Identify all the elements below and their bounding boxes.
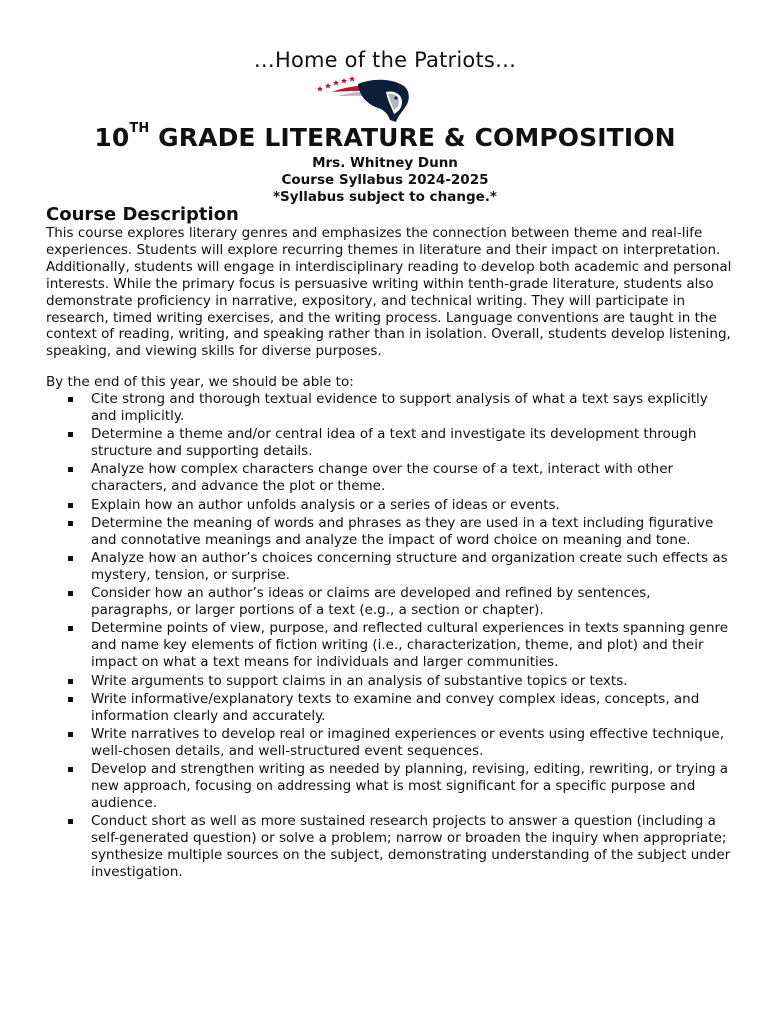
- goal-text: Determine points of view, purpose, and reflected cultural experiences in texts spanning genre and name key elements of fiction writing (i.e., characterization, theme, and plot) and their impact on what a text means for individuals and larger communities.: [91, 620, 729, 671]
- bullet-icon: [68, 521, 73, 526]
- goal-text: Cite strong and thorough textual evidence to support analysis of what a text says explicitly and implicitly.: [91, 391, 708, 424]
- bullet-icon: [68, 679, 73, 684]
- list-item: [46, 550, 736, 584]
- list-item: [46, 461, 736, 495]
- patriots-logo-icon: [314, 72, 414, 124]
- bullet-icon: [68, 556, 73, 561]
- bullet-icon: [68, 397, 73, 402]
- goals-list: [46, 391, 736, 882]
- school-tagline: …Home of the Patriots…: [253, 48, 517, 72]
- bullet-icon: [68, 732, 73, 737]
- list-item: [46, 620, 736, 671]
- bullet-icon: [68, 467, 73, 472]
- list-item: [46, 585, 736, 619]
- list-item: [46, 497, 736, 514]
- goals-intro: By the end of this year, we should be able to:: [46, 374, 354, 390]
- list-item: [46, 813, 736, 881]
- bullet-icon: [68, 432, 73, 437]
- bullet-icon: [68, 819, 73, 824]
- course-description-text: This course explores literary genres and emphasizes the connection between theme and real-life experiences. Students will explore recurring themes in literature and their impact on interpretation. Additionally, students will engage in interdisciplinary reading to develop both academic and personal interests. While the primary focus is persuasive writing within tenth-grade literature, students also demonstrate proficiency in narrative, expository, and technical writing. They will participate in research, timed writing exercises, and the writing process. Language conventions are taught in the context of reading, writing, and speaking rather than in isolation. Overall, students develop listening, speaking, and viewing skills for diverse purposes.: [46, 225, 732, 360]
- goal-text: Determine a theme and/or central idea of a text and investigate its development through structure and supporting details.: [91, 426, 697, 460]
- syllabus-year: Course Syllabus 2024-2025: [281, 172, 489, 188]
- goal-text: Write arguments to support claims in an analysis of substantive topics or texts.: [91, 672, 628, 689]
- title-text: GRADE LITERATURE & COMPOSITION: [149, 123, 676, 152]
- goal-text: Analyze how complex characters change over the course of a text, interact with other characters, and advance the plot or theme.: [91, 461, 674, 495]
- goal-text: Develop and strengthen writing as needed by planning, revising, editing, rewriting, or trying a new approach, focusing on addressing what is most significant for a specific purpose and audience.: [91, 761, 729, 812]
- goal-text: Analyze how an author’s choices concerning structure and organization create such effects as mystery, tension, or surprise.: [91, 549, 728, 583]
- goal-text: Determine the meaning of words and phrases as they are used in a text including figurative and connotative meanings and analyze the impact of word choice on meaning and tone.: [91, 514, 714, 548]
- title-number: 10: [94, 123, 130, 152]
- goal-text: Conduct short as well as more sustained research projects to answer a question (including a self-generated question) or solve a problem; narrow or broaden the inquiry when appropriate; synthesize multiple sources on the subject, demonstrating understanding of the subject under investigation.: [91, 813, 731, 881]
- course-title: [0, 123, 770, 152]
- list-item: [46, 673, 736, 690]
- list-item: [46, 761, 736, 812]
- goal-text: Write informative/explanatory texts to examine and convey complex ideas, concepts, and information clearly and accurately.: [91, 690, 700, 724]
- goal-text: Consider how an author’s ideas or claims are developed and refined by sentences, paragraphs, or larger portions of a text (e.g., a section or chapter).: [91, 585, 651, 619]
- bullet-icon: [68, 591, 73, 596]
- list-item: [46, 426, 736, 460]
- list-item: [46, 726, 736, 760]
- bullet-icon: [68, 503, 73, 508]
- teacher-name: Mrs. Whitney Dunn: [312, 155, 458, 171]
- bullet-icon: [68, 697, 73, 702]
- goal-text: Write narratives to develop real or imagined experiences or events using effective technique, well-chosen details, and well-structured event sequences.: [91, 725, 724, 759]
- list-item: [46, 391, 736, 425]
- title-superscript: TH: [129, 121, 150, 136]
- syllabus-note: *Syllabus subject to change.*: [273, 189, 497, 205]
- list-item: [46, 691, 736, 725]
- bullet-icon: [68, 626, 73, 631]
- course-description-heading: Course Description: [46, 204, 239, 225]
- goal-text: Explain how an author unfolds analysis or a series of ideas or events.: [91, 496, 560, 513]
- bullet-icon: [68, 767, 73, 772]
- list-item: [46, 515, 736, 549]
